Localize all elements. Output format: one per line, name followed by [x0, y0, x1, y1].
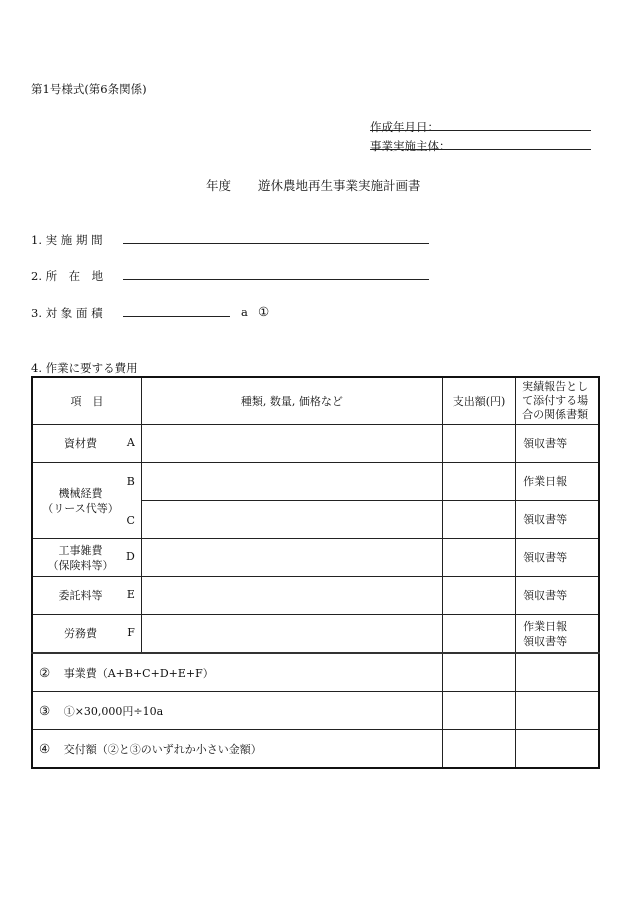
item-cell-e	[32, 577, 141, 615]
item-cell-b-c	[32, 463, 141, 539]
implementer-label: 事業実施主体：	[370, 139, 451, 153]
amount-cell[interactable]	[442, 615, 515, 654]
item-name: 資材費	[64, 437, 97, 450]
document-cell: 領収書等	[516, 501, 599, 539]
implementer-field[interactable]	[370, 149, 591, 150]
item-name: 工事雑費 （保険料等）	[47, 544, 114, 572]
table-row	[32, 463, 599, 501]
page-title: 遊休農地再生事業実施計画書	[258, 178, 421, 193]
amount-cell[interactable]	[442, 425, 515, 463]
item-name: 労務費	[64, 627, 97, 640]
summary-label: ③ ①×30,000円÷10a	[32, 692, 442, 730]
area-field[interactable]	[123, 316, 230, 317]
area-label: 3. 対 象 面 積	[31, 306, 103, 320]
document-cell: 作業日報	[516, 463, 599, 501]
item-code: D	[126, 550, 135, 563]
document-cell	[516, 730, 599, 769]
description-cell[interactable]	[141, 463, 442, 501]
item-cell-f	[32, 615, 141, 654]
cost-section-label: 4. 作業に要する費用	[31, 361, 138, 375]
description-cell[interactable]	[141, 539, 442, 577]
description-cell[interactable]	[141, 425, 442, 463]
summary-row	[32, 692, 599, 730]
item-name: 機械経費 （リース代等）	[42, 487, 119, 515]
table-row	[32, 425, 599, 463]
area-unit: a	[241, 305, 248, 319]
header-item: 項 目	[32, 377, 141, 425]
item-code: C	[126, 514, 135, 527]
period-field[interactable]	[123, 243, 429, 244]
table-header-row	[32, 377, 599, 425]
item-name: 委託料等	[58, 589, 103, 602]
amount-cell[interactable]	[442, 539, 515, 577]
item-code: F	[127, 626, 135, 639]
amount-cell[interactable]	[442, 463, 515, 501]
item-code: E	[126, 588, 135, 601]
document-cell: 領収書等	[516, 425, 599, 463]
table-row	[32, 577, 599, 615]
description-cell[interactable]	[141, 501, 442, 539]
area-marker: ①	[258, 304, 270, 319]
document-cell	[516, 653, 599, 692]
description-cell[interactable]	[141, 615, 442, 654]
item-code: B	[126, 475, 135, 488]
location-label: 2. 所 在 地	[31, 269, 104, 283]
summary-row	[32, 653, 599, 692]
summary-label: ④ 交付額（②と③のいずれか小さい金額）	[32, 730, 442, 769]
description-cell[interactable]	[141, 577, 442, 615]
item-code: A	[126, 436, 135, 449]
amount-cell[interactable]	[442, 730, 515, 769]
created-date-label: 作成年月日：	[370, 120, 439, 134]
amount-cell[interactable]	[442, 501, 515, 539]
period-label: 1. 実 施 期 間	[31, 233, 103, 247]
amount-cell[interactable]	[442, 653, 515, 692]
form-number: 第1号様式(第6条関係)	[31, 82, 147, 96]
document-cell	[516, 692, 599, 730]
document-cell: 領収書等	[516, 539, 599, 577]
header-amount: 支出額(円)	[442, 377, 515, 425]
header-documents: 実績報告とし て添付する場 合の関係書類	[516, 377, 599, 425]
amount-cell[interactable]	[442, 577, 515, 615]
item-cell-d	[32, 539, 141, 577]
summary-label: ② 事業費（A+B+C+D+E+F）	[32, 653, 442, 692]
location-field[interactable]	[123, 279, 429, 280]
table-row	[32, 615, 599, 654]
summary-row	[32, 730, 599, 769]
item-cell-a	[32, 425, 141, 463]
document-cell: 作業日報 領収書等	[516, 615, 599, 654]
header-description: 種類, 数量, 価格など	[141, 377, 442, 425]
title-year: 年度	[206, 178, 232, 193]
amount-cell[interactable]	[442, 692, 515, 730]
created-date-field[interactable]	[370, 130, 591, 131]
document-cell: 領収書等	[516, 577, 599, 615]
cost-table	[31, 376, 600, 769]
table-row	[32, 539, 599, 577]
